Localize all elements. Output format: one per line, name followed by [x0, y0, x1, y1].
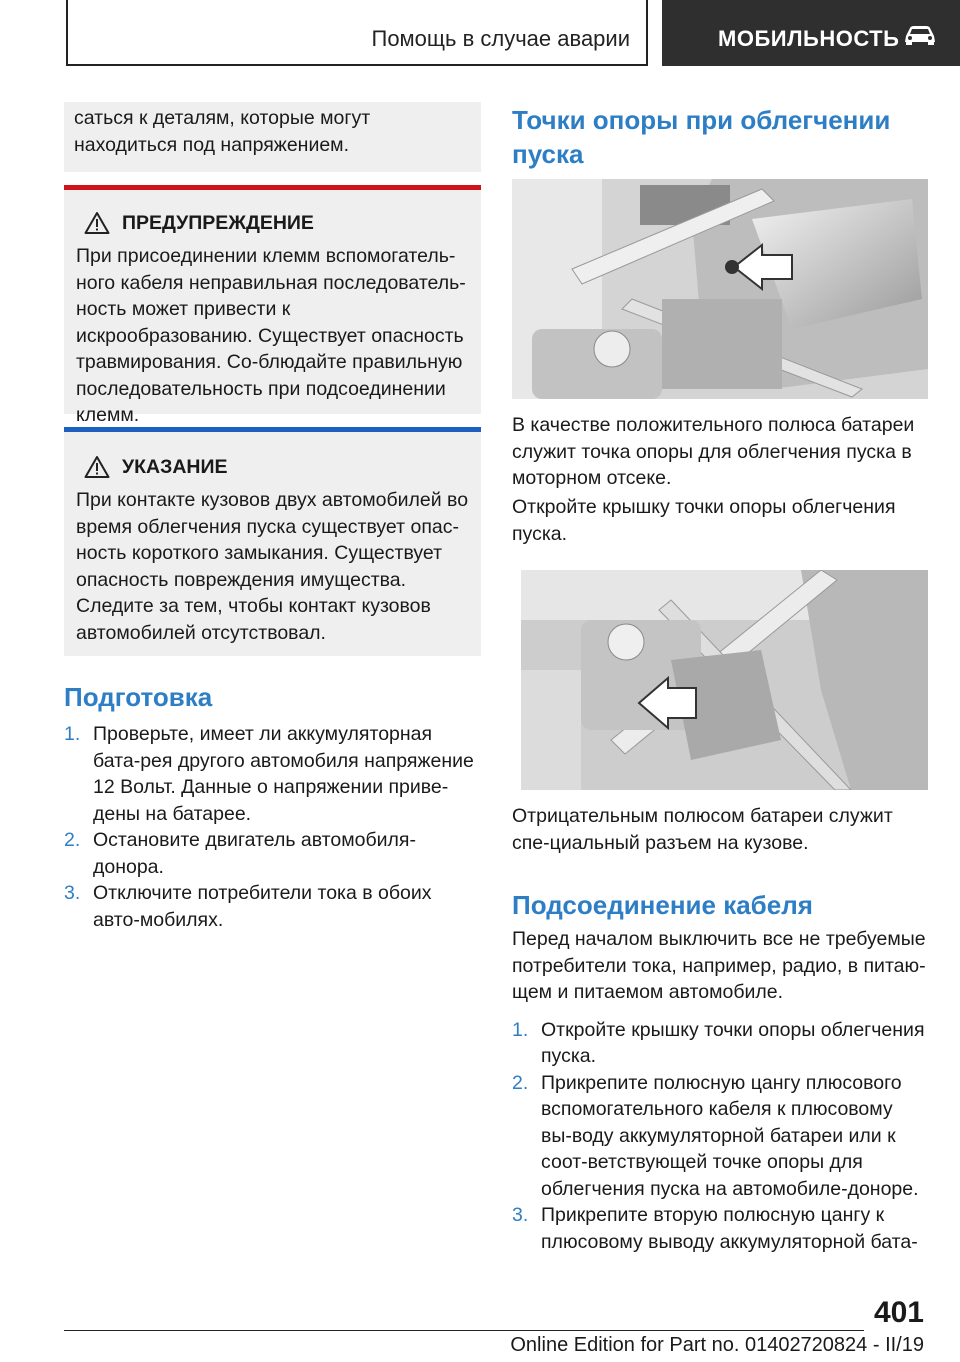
- engine-bay-negative-photo: [521, 570, 928, 790]
- warning-triangle-icon: [84, 211, 110, 235]
- preparation-steps: [64, 721, 481, 933]
- step-text: Проверьте, имеет ли аккумуляторная бата-рея другого автомобиля напряжение 12 Вольт. Данные о напряжении приве-дены на батарее.: [93, 723, 474, 825]
- cable-connection-steps: [512, 1017, 928, 1256]
- positive-terminal-text: В качестве положительного полюса батареи служит точка опоры для облегчения пуска в моторном отсеке.: [512, 414, 915, 489]
- step-number: 2.: [512, 1071, 529, 1094]
- step-text: Отключите потребители тока в обоих авто-мобилях.: [93, 882, 432, 931]
- notice-title: УКАЗАНИЕ: [122, 456, 228, 478]
- notice-box: [64, 432, 481, 656]
- list-item: [64, 827, 481, 880]
- engine-bay-positive-photo: [512, 179, 928, 399]
- car-icon: [902, 24, 938, 46]
- notice-text: При контакте кузовов двух автомобилей во время облегчения пуска существует опас-ность короткого замыкания. Существует опасность повреждения имущества. Следите за тем, чтобы контакт кузовов автомобилей отсутствовал.: [76, 489, 469, 644]
- step-number: 1.: [64, 723, 81, 745]
- continued-text-box: [64, 102, 481, 172]
- negative-terminal-text: Отрицательным полюсом батареи служит спе-циальный разъем на кузове.: [512, 805, 893, 854]
- continued-text: саться к деталям, которые могут находиться под напряжением.: [74, 107, 371, 156]
- cable-connection-intro: Перед началом выключить все не требуемые потребители тока, например, радио, в питаю-щем и питаемом автомобиле.: [512, 928, 926, 1003]
- step-text: Остановите двигатель автомобиля-донора.: [93, 829, 416, 878]
- cable-connection-section: [512, 888, 928, 1255]
- warning-text: При присоединении клемм вспомогатель-ного кабеля неправильная последователь-ность может привести к искрообразованию. Существует опасность травмирования. Со-блюдайте правильную последовательность при подсоединении клемм.: [76, 245, 466, 426]
- step-number: 1.: [512, 1018, 529, 1041]
- list-item: [512, 1202, 928, 1255]
- list-item: [64, 721, 481, 827]
- notice-title-row: [76, 454, 469, 480]
- jump-start-heading: Точки опоры при облегчении пуска: [512, 105, 891, 169]
- open-cover-text: Откройте крышку точки опоры облегчения пуска.: [512, 496, 896, 545]
- step-text: Прикрепите полюсную цангу плюсового вспомогательного кабеля к плюсовому вы-воду аккумуляторной батареи или к соот-ветствующей точке опоры для облегчения пуска на автомобиле-доноре.: [541, 1071, 919, 1200]
- step-number: 3.: [64, 882, 81, 904]
- warning-box: [64, 190, 481, 426]
- preparation-heading: Подготовка: [64, 682, 213, 712]
- footer-divider: [64, 1330, 864, 1331]
- list-item: [512, 1070, 928, 1203]
- warning-title-row: [76, 210, 469, 236]
- step-number: 2.: [64, 829, 81, 851]
- step-text: Прикрепите вторую полюсную цангу к плюсовому выводу аккумуляторной бата-: [541, 1204, 918, 1253]
- step-text: Откройте крышку точки опоры облегчения пуска.: [541, 1018, 925, 1067]
- edition-footer: Online Edition for Part no. 01402720824 - II/19: [510, 1334, 924, 1356]
- warning-title: ПРЕДУПРЕЖДЕНИЕ: [122, 212, 314, 234]
- preparation-section: [64, 680, 481, 933]
- page-number: 401: [873, 1296, 924, 1329]
- list-item: [512, 1017, 928, 1070]
- header-chapter-title: МОБИЛЬНОСТЬ: [718, 26, 900, 51]
- header-section-tab: [66, 0, 648, 66]
- cable-connection-heading: Подсоединение кабеля: [512, 890, 813, 920]
- header-section-title: Помощь в случае аварии: [371, 26, 630, 51]
- step-number: 3.: [512, 1204, 529, 1226]
- warning-triangle-icon: [84, 455, 110, 479]
- header-chapter-tab: [662, 0, 960, 66]
- list-item: [64, 880, 481, 933]
